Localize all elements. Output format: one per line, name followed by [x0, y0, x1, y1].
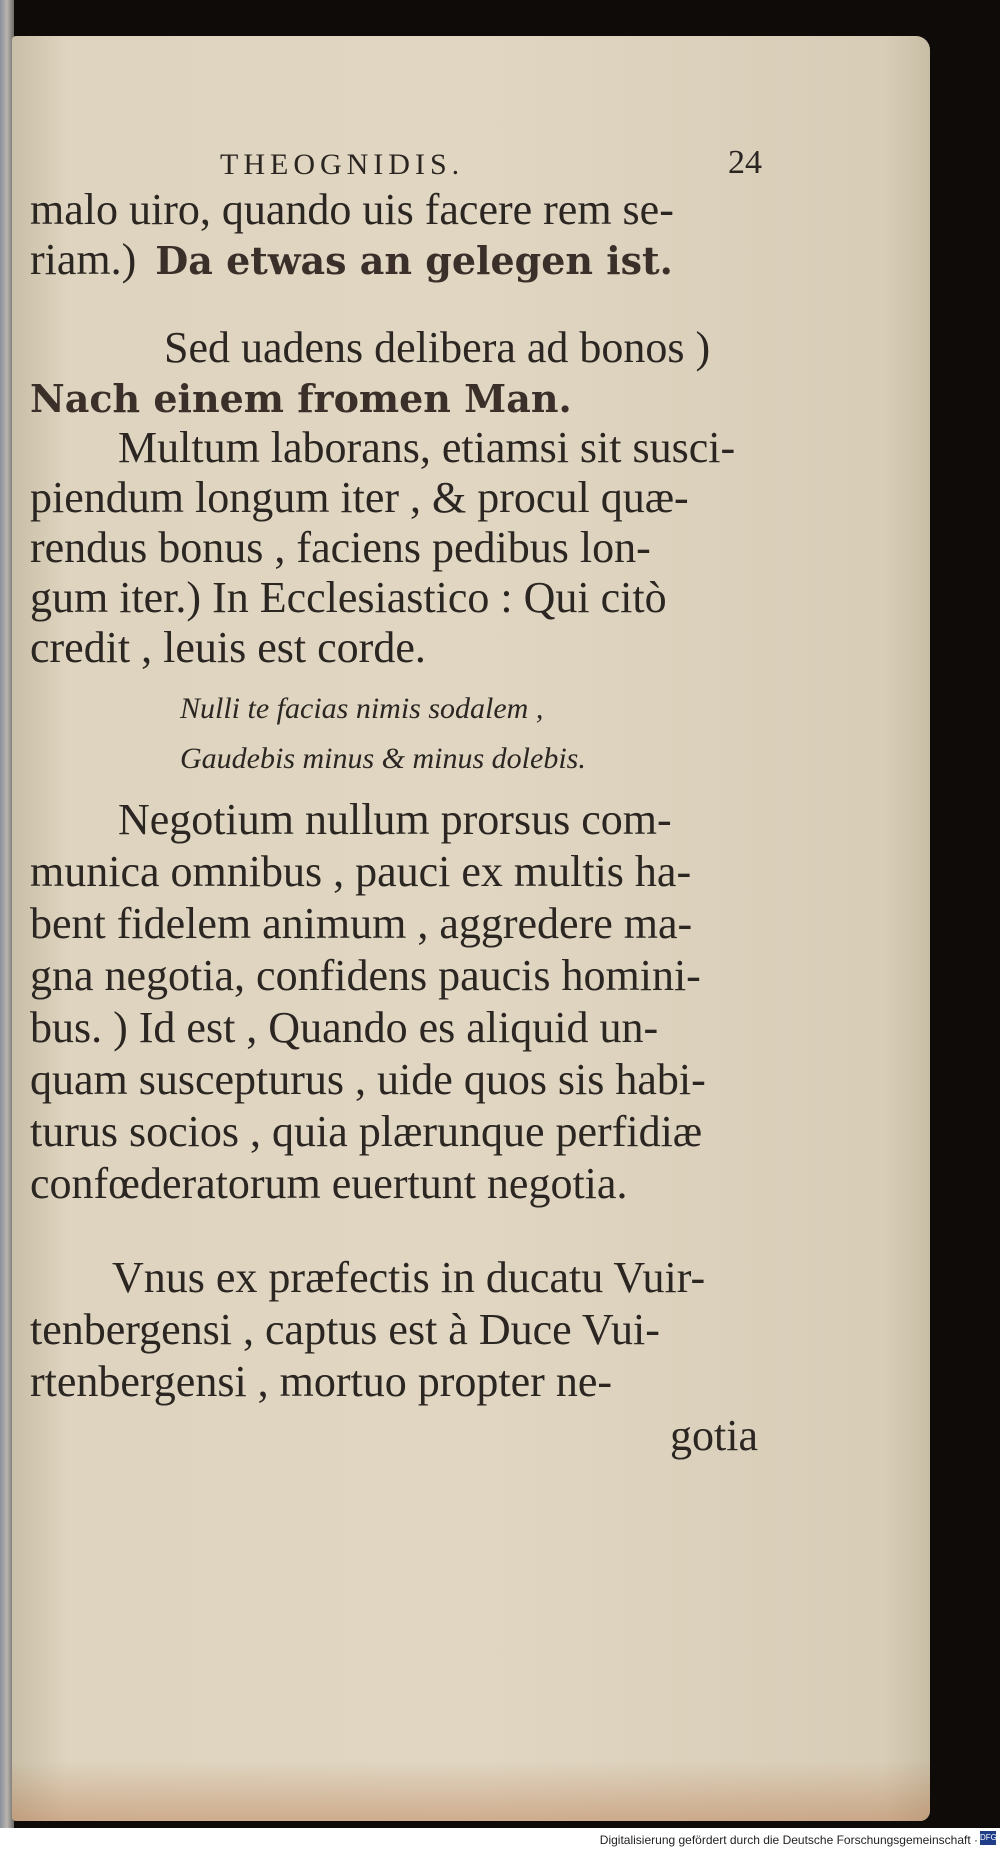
text-line: munica omnibus , pauci ex multis ha- [30, 847, 692, 896]
catchword: gotia [670, 1411, 758, 1460]
text-line: rtenbergensi , mortuo propter ne- [30, 1357, 613, 1406]
verse-line: Nulli te facias nimis sodalem , [180, 692, 544, 725]
text-line: Sed uadens delibera ad bonos ) [164, 323, 711, 372]
text-line: riam.) Da etwas an gelegen ist. [30, 235, 673, 284]
text-line: bent fidelem animum , aggredere ma- [30, 899, 693, 948]
text-line: turus socios , quia plærunque perfidiæ [30, 1107, 703, 1156]
dfg-logo-icon: DFG [980, 1831, 996, 1845]
digitization-credit: Digitalisierung gefördert durch die Deutsche Forschungsgemeinschaft · [599, 1833, 978, 1847]
page-edge-stain [12, 1761, 930, 1821]
text-line: tenbergensi , captus est à Duce Vui- [30, 1305, 660, 1354]
verse-line: Gaudebis minus & minus dolebis. [180, 742, 586, 775]
text-line: Negotium nullum prorsus com- [118, 795, 672, 844]
text-line: malo uiro, quando uis facere rem se- [30, 185, 674, 234]
german-gloss: Da etwas an gelegen ist. [155, 238, 673, 283]
page-number: 24 [728, 144, 762, 181]
text-line: Multum laborans, etiamsi sit susci- [118, 423, 736, 472]
text-line: bus. ) Id est , Quando es aliquid un- [30, 1003, 659, 1052]
text-line: confœderatorum euertunt negotia. [30, 1159, 628, 1208]
book-page [12, 36, 930, 1821]
text-line [30, 376, 930, 420]
text-line: quam suscepturus , uide quos sis habi- [30, 1055, 706, 1104]
running-head: THEOGNIDIS. [220, 148, 465, 181]
text-line: credit , leuis est corde. [30, 623, 426, 672]
text-line: gna negotia, confidens paucis homini- [30, 951, 701, 1000]
text-line: Vnus ex præfectis in ducatu Vuir- [112, 1253, 706, 1302]
text-line: rendus bonus , faciens pedibus lon- [30, 523, 651, 572]
text-line: piendum longum iter , & procul quæ- [30, 473, 689, 522]
page-header [12, 118, 930, 181]
german-gloss: Nach einem fromen Man. [30, 376, 572, 421]
text-line: gum iter.) In Ecclesiastico : Qui citò [30, 573, 667, 622]
